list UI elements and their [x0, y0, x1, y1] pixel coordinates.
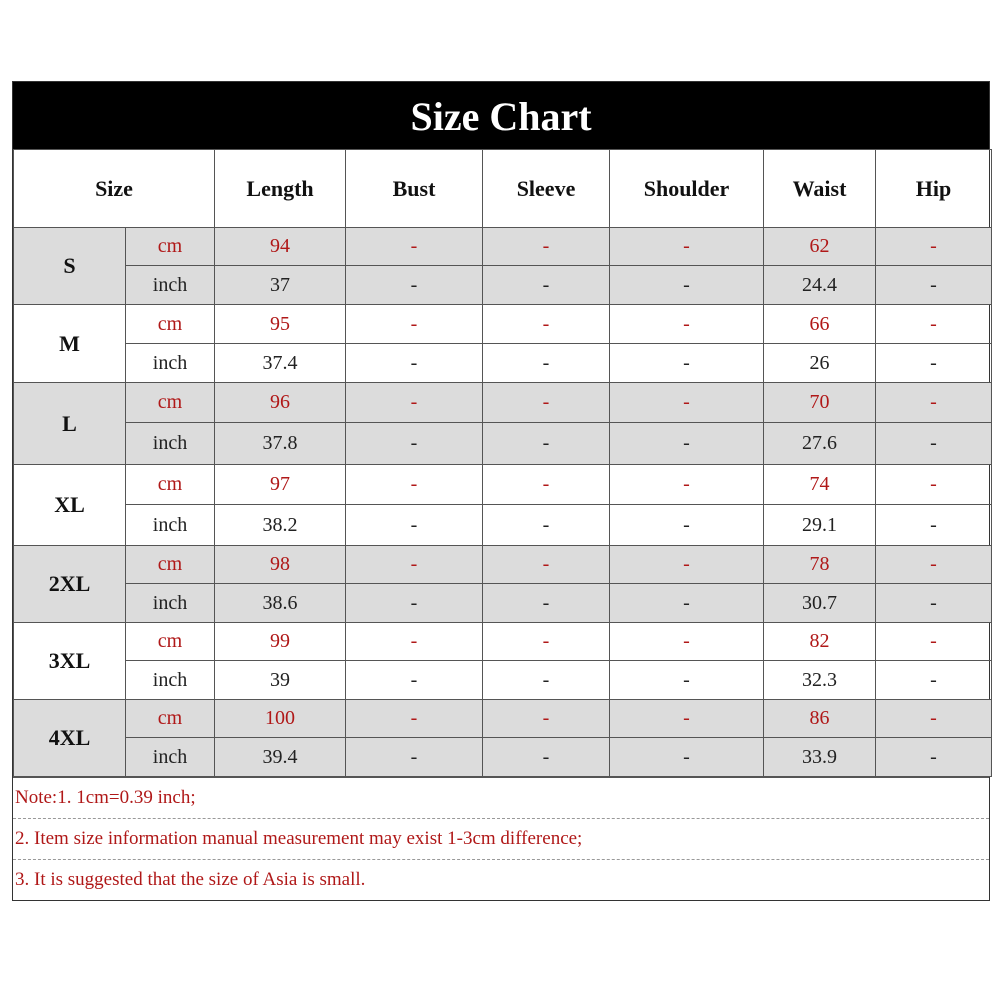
table-row: [14, 546, 992, 584]
note-1: Note:1. 1cm=0.39 inch;: [13, 778, 989, 819]
unit-label: inch: [126, 584, 215, 623]
size-label: L: [14, 383, 126, 465]
size-label: XL: [14, 465, 126, 546]
size-label: 3XL: [14, 623, 126, 700]
header-waist: Waist: [764, 150, 876, 228]
header-shoulder: Shoulder: [610, 150, 764, 228]
measure-cell: -: [346, 305, 483, 344]
measure-cell: 30.7: [764, 584, 876, 623]
measure-cell: -: [876, 546, 992, 584]
table-row: [14, 661, 992, 700]
measure-cell: -: [876, 465, 992, 505]
unit-label: inch: [126, 505, 215, 546]
measure-cell: -: [610, 505, 764, 546]
measure-cell: -: [610, 266, 764, 305]
size-label: M: [14, 305, 126, 383]
measure-cell: -: [610, 661, 764, 700]
measure-cell: -: [610, 623, 764, 661]
measure-cell: -: [876, 305, 992, 344]
header-row: [14, 150, 992, 228]
measure-cell: -: [346, 344, 483, 383]
measure-cell: -: [483, 700, 610, 738]
unit-label: inch: [126, 738, 215, 777]
table-row: [14, 423, 992, 465]
measure-cell: 99: [215, 623, 346, 661]
measure-cell: -: [346, 738, 483, 777]
measure-cell: 37.4: [215, 344, 346, 383]
measure-cell: -: [483, 344, 610, 383]
measure-cell: 37.8: [215, 423, 346, 465]
measure-cell: 62: [764, 228, 876, 266]
measure-cell: -: [876, 700, 992, 738]
measure-cell: -: [483, 584, 610, 623]
unit-label: cm: [126, 546, 215, 584]
table-row: [14, 383, 992, 423]
size-chart: [12, 81, 990, 901]
unit-label: cm: [126, 228, 215, 266]
measure-cell: -: [610, 700, 764, 738]
measure-cell: 38.6: [215, 584, 346, 623]
table-row: [14, 584, 992, 623]
measure-cell: -: [876, 505, 992, 546]
notes: [13, 777, 989, 900]
measure-cell: -: [483, 465, 610, 505]
header-hip: Hip: [876, 150, 992, 228]
measure-cell: 78: [764, 546, 876, 584]
measure-cell: -: [876, 661, 992, 700]
measure-cell: 74: [764, 465, 876, 505]
unit-label: inch: [126, 266, 215, 305]
table-row: [14, 305, 992, 344]
measure-cell: -: [346, 423, 483, 465]
unit-label: cm: [126, 623, 215, 661]
table-row: [14, 266, 992, 305]
measure-cell: -: [876, 228, 992, 266]
measure-cell: -: [876, 344, 992, 383]
measure-cell: 32.3: [764, 661, 876, 700]
measure-cell: -: [876, 584, 992, 623]
measure-cell: -: [346, 383, 483, 423]
measure-cell: -: [876, 266, 992, 305]
size-table: [13, 149, 992, 777]
measure-cell: 26: [764, 344, 876, 383]
measure-cell: 94: [215, 228, 346, 266]
size-label: S: [14, 228, 126, 305]
measure-cell: -: [876, 738, 992, 777]
measure-cell: 38.2: [215, 505, 346, 546]
unit-label: inch: [126, 423, 215, 465]
unit-label: cm: [126, 700, 215, 738]
measure-cell: 33.9: [764, 738, 876, 777]
table-row: [14, 344, 992, 383]
measure-cell: 97: [215, 465, 346, 505]
measure-cell: -: [346, 661, 483, 700]
measure-cell: -: [346, 700, 483, 738]
note-2: 2. Item size information manual measurement may exist 1-3cm difference;: [13, 819, 989, 860]
measure-cell: -: [610, 228, 764, 266]
measure-cell: -: [610, 584, 764, 623]
measure-cell: 70: [764, 383, 876, 423]
chart-title: Size Chart: [13, 82, 989, 149]
measure-cell: -: [483, 546, 610, 584]
measure-cell: -: [876, 383, 992, 423]
measure-cell: -: [483, 661, 610, 700]
header-length: Length: [215, 150, 346, 228]
measure-cell: 37: [215, 266, 346, 305]
measure-cell: -: [346, 623, 483, 661]
measure-cell: -: [346, 584, 483, 623]
measure-cell: 39.4: [215, 738, 346, 777]
measure-cell: -: [610, 465, 764, 505]
measure-cell: -: [483, 738, 610, 777]
table-row: [14, 738, 992, 777]
measure-cell: -: [483, 305, 610, 344]
unit-label: cm: [126, 465, 215, 505]
table-row: [14, 465, 992, 505]
measure-cell: -: [346, 228, 483, 266]
measure-cell: -: [346, 266, 483, 305]
header-size: Size: [14, 150, 215, 228]
measure-cell: -: [483, 505, 610, 546]
measure-cell: -: [483, 228, 610, 266]
measure-cell: 39: [215, 661, 346, 700]
measure-cell: -: [346, 505, 483, 546]
header-bust: Bust: [346, 150, 483, 228]
table-row: [14, 623, 992, 661]
unit-label: cm: [126, 383, 215, 423]
measure-cell: -: [610, 546, 764, 584]
measure-cell: 24.4: [764, 266, 876, 305]
measure-cell: 86: [764, 700, 876, 738]
measure-cell: -: [610, 738, 764, 777]
measure-cell: -: [610, 305, 764, 344]
measure-cell: -: [610, 423, 764, 465]
note-3: 3. It is suggested that the size of Asia is small.: [15, 869, 366, 890]
measure-cell: 29.1: [764, 505, 876, 546]
measure-cell: -: [483, 383, 610, 423]
table-row: [14, 505, 992, 546]
measure-cell: 95: [215, 305, 346, 344]
unit-label: cm: [126, 305, 215, 344]
measure-cell: 66: [764, 305, 876, 344]
measure-cell: 96: [215, 383, 346, 423]
measure-cell: -: [876, 423, 992, 465]
measure-cell: 82: [764, 623, 876, 661]
table-row: [14, 700, 992, 738]
measure-cell: -: [610, 344, 764, 383]
measure-cell: -: [610, 383, 764, 423]
measure-cell: -: [483, 423, 610, 465]
measure-cell: 100: [215, 700, 346, 738]
measure-cell: -: [346, 546, 483, 584]
measure-cell: -: [483, 266, 610, 305]
measure-cell: -: [483, 623, 610, 661]
measure-cell: -: [876, 623, 992, 661]
measure-cell: -: [346, 465, 483, 505]
unit-label: inch: [126, 344, 215, 383]
size-label: 4XL: [14, 700, 126, 777]
measure-cell: 98: [215, 546, 346, 584]
measure-cell: 27.6: [764, 423, 876, 465]
unit-label: inch: [126, 661, 215, 700]
table-row: [14, 228, 992, 266]
header-sleeve: Sleeve: [483, 150, 610, 228]
size-label: 2XL: [14, 546, 126, 623]
